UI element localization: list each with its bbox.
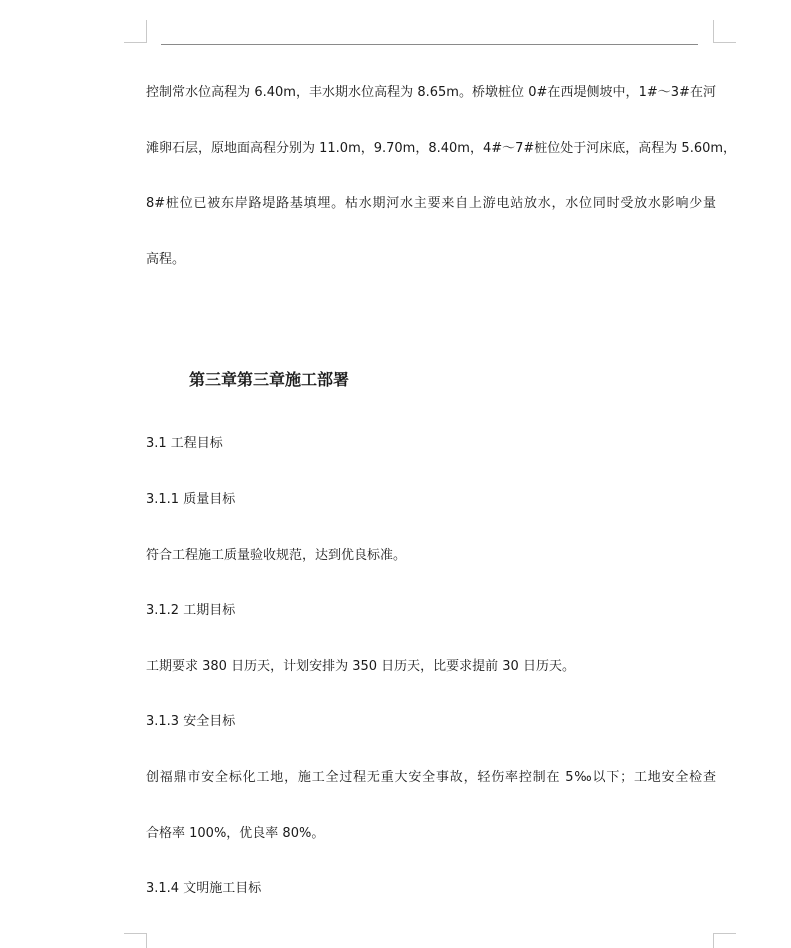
header-rule: [161, 44, 698, 45]
chapter-heading: 第三章第三章施工部署: [189, 370, 350, 389]
paragraph-line: 控制常水位高程为 6.40m，丰水期水位高程为 8.65m。桥墩桩位 0#在西堤侧坡中，1#～3#在河: [146, 85, 716, 100]
section-heading-3-1-4: 3.1.4 文明施工目标: [146, 881, 262, 896]
schedule-goal-text: 工期要求 380 日历天，计划安排为 350 日历天，比要求提前 30 日历天。: [146, 659, 575, 674]
section-heading-3-1-2: 3.1.2 工期目标: [146, 603, 236, 618]
page-corner-mark-bottom-left: [124, 933, 147, 948]
safety-goal-text-line: 创福鼎市安全标化工地，施工全过程无重大安全事故，轻伤率控制在 5‰以下；工地安全检查: [146, 770, 716, 785]
page-corner-mark-top-right: [713, 20, 736, 43]
page-corner-mark-top-left: [124, 20, 147, 43]
paragraph-line: 滩卵石层，原地面高程分别为 11.0m，9.70m，8.40m，4#～7#桩位处于河床底，高程为 5.60m，: [146, 141, 737, 156]
section-heading-3-1-1: 3.1.1 质量目标: [146, 492, 236, 507]
section-heading-3-1: 3.1 工程目标: [146, 436, 223, 451]
safety-goal-text-line: 合格率 100%，优良率 80%。: [146, 826, 325, 841]
quality-goal-text: 符合工程施工质量验收规范，达到优良标准。: [146, 548, 407, 563]
paragraph-line: 高程。: [146, 252, 186, 267]
paragraph-line: 8#桩位已被东岸路堤路基填埋。枯水期河水主要来自上游电站放水，水位同时受放水影响少量: [146, 196, 716, 211]
page-corner-mark-bottom-right: [713, 933, 736, 948]
section-heading-3-1-3: 3.1.3 安全目标: [146, 714, 236, 729]
